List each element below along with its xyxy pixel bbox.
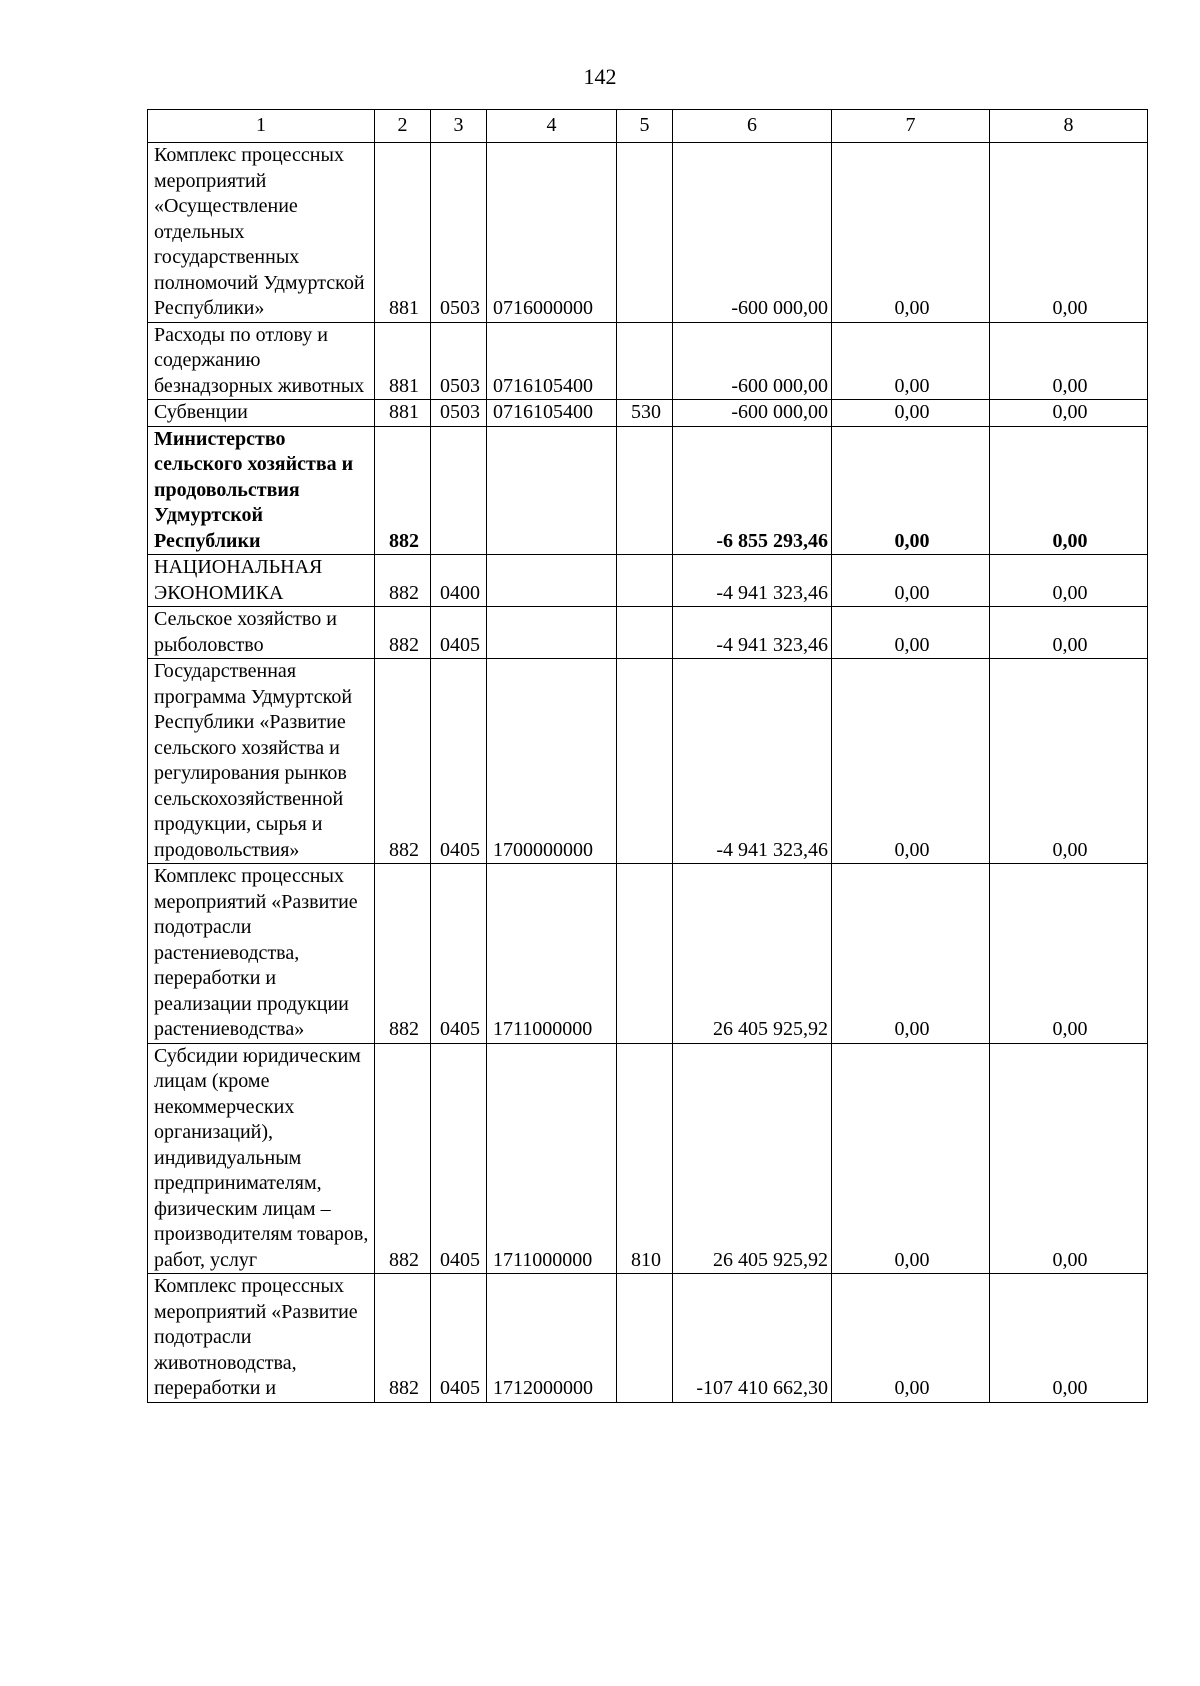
table-row [148,426,1148,555]
row-section-cell: 0405 [431,607,487,659]
row-col8-cell: 0,00 [990,1043,1148,1274]
row-expense-type-cell [617,607,673,659]
row-expense-type-cell [617,555,673,607]
row-target-article-cell: 1711000000 [487,1043,617,1274]
row-target-article-cell: 1700000000 [487,659,617,864]
row-col7-cell: 0,00 [832,426,990,555]
row-expense-type-cell [617,426,673,555]
row-section-cell [431,426,487,555]
table-row [148,555,1148,607]
table-row [148,1043,1148,1274]
row-name-cell: Расходы по отлову и содержанию безнадзорных животных [148,322,375,400]
row-name-cell: Сельское хозяйство и рыболовство [148,607,375,659]
row-col8-cell: 0,00 [990,1274,1148,1403]
budget-table [147,109,1148,1403]
row-target-article-cell: 0716105400 [487,322,617,400]
row-col8-cell: 0,00 [990,322,1148,400]
row-section-cell: 0405 [431,1043,487,1274]
row-amount-cell: 26 405 925,92 [673,864,832,1044]
row-section-cell: 0405 [431,1274,487,1403]
row-expense-type-cell [617,143,673,323]
row-section-cell: 0503 [431,400,487,427]
row-amount-cell: -107 410 662,30 [673,1274,832,1403]
row-section-cell: 0405 [431,864,487,1044]
row-section-cell: 0503 [431,143,487,323]
column-header: 6 [673,110,832,143]
column-header: 3 [431,110,487,143]
row-target-article-cell: 1711000000 [487,864,617,1044]
row-section-cell: 0405 [431,659,487,864]
row-col7-cell: 0,00 [832,607,990,659]
row-target-article-cell: 0716105400 [487,400,617,427]
row-expense-type-cell [617,322,673,400]
row-name-cell: Субвенции [148,400,375,427]
row-col7-cell: 0,00 [832,400,990,427]
row-expense-type-cell [617,1274,673,1403]
table-row [148,400,1148,427]
row-expense-type-cell: 810 [617,1043,673,1274]
row-col7-cell: 0,00 [832,322,990,400]
table-row [148,143,1148,323]
row-col7-cell: 0,00 [832,659,990,864]
row-col7-cell: 0,00 [832,1274,990,1403]
row-amount-cell: -6 855 293,46 [673,426,832,555]
row-amount-cell: -600 000,00 [673,143,832,323]
row-expense-type-cell [617,864,673,1044]
page-number: 142 [583,64,617,89]
row-expense-type-cell [617,659,673,864]
column-header: 2 [375,110,431,143]
row-name-cell: НАЦИОНАЛЬНАЯ ЭКОНОМИКА [148,555,375,607]
table-row [148,322,1148,400]
row-target-article-cell: 0716000000 [487,143,617,323]
row-name-cell: Комплекс процессных мероприятий «Развитие подотрасли растениеводства, переработки и реализации продукции растениеводства» [148,864,375,1044]
row-amount-cell: -4 941 323,46 [673,555,832,607]
row-amount-cell: -600 000,00 [673,322,832,400]
row-section-cell: 0400 [431,555,487,607]
row-col8-cell: 0,00 [990,143,1148,323]
row-name-cell: Субсидии юридическим лицам (кроме некоммерческих организаций), индивидуальным предпринимателям, физическим лицам – производителям товаров, работ, услуг [148,1043,375,1274]
row-col8-cell: 0,00 [990,426,1148,555]
table-row [148,1274,1148,1403]
column-header: 7 [832,110,990,143]
table-row [148,659,1148,864]
row-col7-cell: 0,00 [832,143,990,323]
row-amount-cell: -4 941 323,46 [673,607,832,659]
table-row [148,864,1148,1044]
row-col8-cell: 0,00 [990,864,1148,1044]
row-amount-cell: -4 941 323,46 [673,659,832,864]
row-expense-type-cell: 530 [617,400,673,427]
row-amount-cell: 26 405 925,92 [673,1043,832,1274]
row-col8-cell: 0,00 [990,659,1148,864]
row-code-gr-cell: 882 [375,426,431,555]
row-code-gr-cell: 881 [375,143,431,323]
row-col7-cell: 0,00 [832,864,990,1044]
row-name-cell: Комплекс процессных мероприятий «Осуществление отдельных государственных полномочий Удмуртской Республики» [148,143,375,323]
table-header-row [148,110,1148,143]
row-amount-cell: -600 000,00 [673,400,832,427]
row-code-gr-cell: 882 [375,555,431,607]
row-col7-cell: 0,00 [832,555,990,607]
column-header: 4 [487,110,617,143]
row-target-article-cell [487,607,617,659]
row-code-gr-cell: 882 [375,607,431,659]
row-code-gr-cell: 882 [375,1274,431,1403]
row-section-cell: 0503 [431,322,487,400]
column-header: 5 [617,110,673,143]
row-target-article-cell [487,426,617,555]
column-header: 8 [990,110,1148,143]
row-target-article-cell [487,555,617,607]
row-col8-cell: 0,00 [990,607,1148,659]
column-header: 1 [148,110,375,143]
row-target-article-cell: 1712000000 [487,1274,617,1403]
row-code-gr-cell: 882 [375,864,431,1044]
row-name-cell: Государственная программа Удмуртской Республики «Развитие сельского хозяйства и регулирования рынков сельскохозяйственной продукции, сырья и продовольствия» [148,659,375,864]
row-col8-cell: 0,00 [990,400,1148,427]
row-code-gr-cell: 882 [375,659,431,864]
row-col8-cell: 0,00 [990,555,1148,607]
row-col7-cell: 0,00 [832,1043,990,1274]
row-name-cell: Комплекс процессных мероприятий «Развитие подотрасли животноводства, переработки и [148,1274,375,1403]
row-code-gr-cell: 882 [375,1043,431,1274]
row-name-cell: Министерство сельского хозяйства и продовольствия Удмуртской Республики [148,426,375,555]
table-row [148,607,1148,659]
row-code-gr-cell: 881 [375,400,431,427]
row-code-gr-cell: 881 [375,322,431,400]
